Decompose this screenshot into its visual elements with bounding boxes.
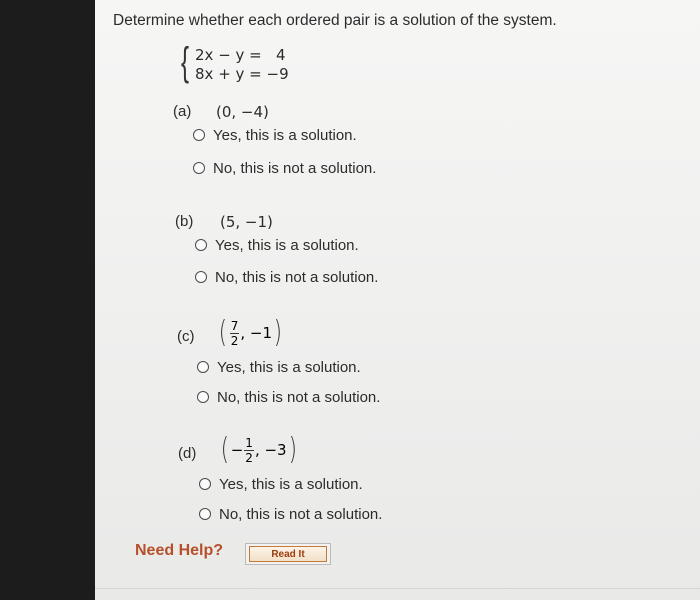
radio-unselected-icon[interactable] xyxy=(199,478,211,490)
divider xyxy=(95,588,700,589)
part-a-option-yes[interactable] xyxy=(193,125,357,145)
radio-unselected-icon[interactable] xyxy=(195,239,207,251)
fraction-denominator: 2 xyxy=(230,333,239,348)
radio-unselected-icon[interactable] xyxy=(195,271,207,283)
part-c-option-no[interactable] xyxy=(197,387,380,407)
option-label: Yes, this is a solution. xyxy=(219,475,363,493)
part-a-label: (a) xyxy=(173,103,192,120)
radio-unselected-icon[interactable] xyxy=(197,391,209,403)
part-d-label: (d) xyxy=(178,445,197,462)
part-b-pair: (5, −1) xyxy=(220,213,273,231)
radio-unselected-icon[interactable] xyxy=(199,508,211,520)
open-paren: ( xyxy=(220,432,229,467)
question-prompt: Determine whether each ordered pair is a solution of the system. xyxy=(113,12,557,29)
part-c-label: (c) xyxy=(177,328,195,345)
negative-sign: − xyxy=(230,441,244,459)
part-d-option-yes[interactable] xyxy=(199,474,363,494)
need-help-label: Need Help? xyxy=(135,542,224,559)
fraction xyxy=(230,320,240,347)
radio-unselected-icon[interactable] xyxy=(193,162,205,174)
part-b-option-no[interactable] xyxy=(195,267,378,287)
fraction-numerator: 7 xyxy=(230,318,239,333)
equation-2: 8x + y = −9 xyxy=(195,65,289,83)
open-paren: ( xyxy=(218,315,227,350)
option-label: Yes, this is a solution. xyxy=(215,236,359,254)
system-brace: { xyxy=(181,40,190,84)
option-label: Yes, this is a solution. xyxy=(213,126,357,144)
close-paren: ) xyxy=(288,432,297,467)
option-label: No, this is not a solution. xyxy=(217,388,381,406)
fraction-numerator: 1 xyxy=(245,435,253,450)
option-label: Yes, this is a solution. xyxy=(217,358,361,376)
fraction-denominator: 2 xyxy=(245,450,253,465)
read-it-button[interactable] xyxy=(245,543,331,565)
part-d-option-no[interactable] xyxy=(199,504,382,524)
worksheet-page xyxy=(95,0,700,600)
read-it-button-label: Read It xyxy=(249,546,327,562)
part-c-pair xyxy=(217,315,284,350)
option-label: No, this is not a solution. xyxy=(213,159,377,177)
close-paren: ) xyxy=(273,315,282,350)
part-a-option-no[interactable] xyxy=(193,158,376,178)
pair-rest: , −1 xyxy=(240,324,273,342)
radio-unselected-icon[interactable] xyxy=(193,129,205,141)
part-c-option-yes[interactable] xyxy=(197,357,361,377)
part-d-pair xyxy=(219,432,298,467)
part-b-option-yes[interactable] xyxy=(195,235,359,255)
radio-unselected-icon[interactable] xyxy=(197,361,209,373)
part-a-pair: (0, −4) xyxy=(216,103,269,121)
equation-1: 2x − y = 4 xyxy=(195,46,286,64)
fraction xyxy=(244,437,254,464)
option-label: No, this is not a solution. xyxy=(215,268,379,286)
option-label: No, this is not a solution. xyxy=(219,505,383,523)
part-b-label: (b) xyxy=(175,213,194,230)
pair-rest: , −3 xyxy=(254,441,287,459)
